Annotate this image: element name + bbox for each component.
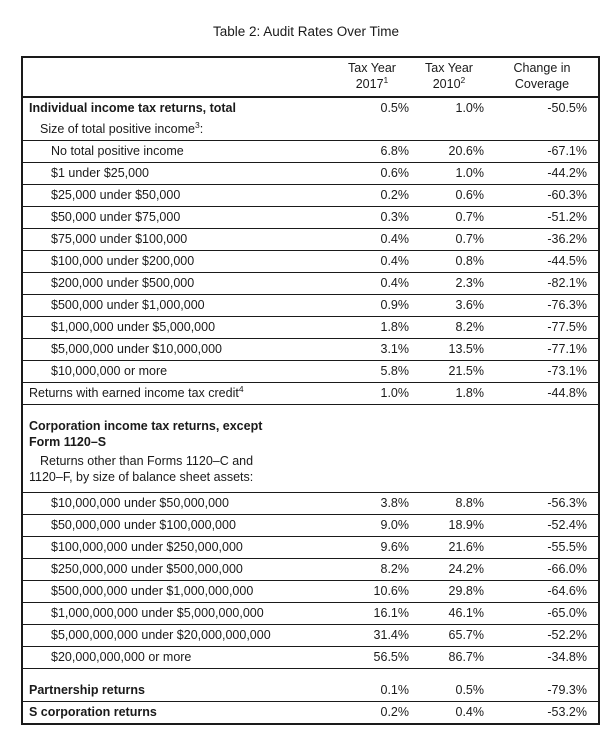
table-row <box>22 97 599 119</box>
table-row <box>22 647 599 669</box>
value-2017: 0.2% <box>334 185 412 207</box>
footnote-marker-4: 4 <box>238 383 244 394</box>
row-label <box>22 251 334 273</box>
value-change: -44.8% <box>488 383 599 405</box>
section-header-line: Corporation income tax returns, except <box>29 419 263 433</box>
value-2010: 0.8% <box>412 251 488 273</box>
value-2017: 16.1% <box>334 603 412 625</box>
value-2017: 0.2% <box>380 705 409 719</box>
row-label-text: $10,000,000 or more <box>51 364 168 378</box>
table-row <box>22 339 599 361</box>
value-change: -55.5% <box>488 537 599 559</box>
section-subheader-line: 1120–F, by size of balance sheet assets: <box>29 470 254 484</box>
row-label-text: Partnership returns <box>29 683 146 697</box>
value-change: -53.2% <box>547 705 587 719</box>
value-change: -51.2% <box>488 207 599 229</box>
row-label-text: Individual income tax returns, total <box>29 101 236 115</box>
row-label <box>22 702 334 725</box>
footnote-marker-1: 1 <box>383 74 389 85</box>
value-2017: 0.4% <box>334 251 412 273</box>
table-row <box>22 251 599 273</box>
audit-rates-table <box>21 56 600 725</box>
value-2010: 29.8% <box>412 581 488 603</box>
value-change: -34.8% <box>488 647 599 669</box>
footnote-marker-2: 2 <box>460 74 466 85</box>
spacer-row <box>22 669 599 681</box>
value-2010: 0.5% <box>412 680 488 702</box>
value-change: -77.5% <box>488 317 599 339</box>
column-header-tax-year-2010 <box>412 57 488 97</box>
value-2017: 56.5% <box>334 647 412 669</box>
row-label <box>22 207 334 229</box>
value-2017: 9.6% <box>334 537 412 559</box>
column-header-line1: Tax Year <box>348 61 396 75</box>
column-header-tax-year-2017 <box>334 57 412 97</box>
row-label <box>22 680 334 702</box>
row-label <box>22 581 334 603</box>
row-label-text: $50,000,000 under $100,000,000 <box>51 518 236 532</box>
column-header-line2: 2010 <box>432 77 461 91</box>
value-change: -65.0% <box>488 603 599 625</box>
table-row <box>22 702 599 725</box>
table-row <box>22 229 599 251</box>
table-row <box>22 141 599 163</box>
row-label-text: $250,000,000 under $500,000,000 <box>51 562 243 576</box>
row-label <box>22 383 334 405</box>
value-2010: 21.5% <box>412 361 488 383</box>
value-2010: 1.0% <box>412 163 488 185</box>
footnote-marker-3: 3 <box>194 119 200 130</box>
row-label-text: No total positive income <box>51 144 184 158</box>
value-2017: 31.4% <box>334 625 412 647</box>
row-label <box>22 339 334 361</box>
column-header-line1: Tax Year <box>425 61 473 75</box>
table-row <box>22 680 599 702</box>
column-header-line2: 2017 <box>355 77 384 91</box>
spacer-cell <box>22 669 599 681</box>
column-header-change-in-coverage <box>488 57 599 97</box>
header-empty-cell <box>22 57 334 97</box>
table-title: Table 2: Audit Rates Over Time <box>212 24 400 39</box>
value-change: -36.2% <box>488 229 599 251</box>
value-2010 <box>412 119 488 141</box>
value-2017: 6.8% <box>334 141 412 163</box>
table-row <box>22 625 599 647</box>
value-change: -67.1% <box>488 141 599 163</box>
table-row <box>22 295 599 317</box>
value-2017 <box>334 119 412 141</box>
value-2010: 3.6% <box>412 295 488 317</box>
value-change: -76.3% <box>488 295 599 317</box>
row-label <box>22 119 334 141</box>
value-change: -50.5% <box>547 101 587 115</box>
row-label <box>22 559 334 581</box>
section-header-cell <box>22 405 599 493</box>
row-label-text: $10,000,000 under $50,000,000 <box>51 496 229 510</box>
table-row <box>22 581 599 603</box>
row-label <box>22 361 334 383</box>
row-label <box>22 295 334 317</box>
row-label-text: $25,000 under $50,000 <box>51 188 181 202</box>
value-change: -52.4% <box>488 515 599 537</box>
value-2010: 1.8% <box>412 383 488 405</box>
value-2010: 65.7% <box>412 625 488 647</box>
value-2017: 1.0% <box>334 383 412 405</box>
value-2017: 1.8% <box>334 317 412 339</box>
row-label <box>22 185 334 207</box>
row-label-text: $1,000,000 under $5,000,000 <box>51 320 216 334</box>
row-label <box>22 97 334 119</box>
table-row <box>22 317 599 339</box>
value-2017: 5.8% <box>334 361 412 383</box>
table-body <box>22 97 599 724</box>
section-subheader-line: Returns other than Forms 1120–C and <box>40 454 254 468</box>
row-label-text: $5,000,000 under $10,000,000 <box>51 342 222 356</box>
row-label <box>22 141 334 163</box>
value-2010: 24.2% <box>412 559 488 581</box>
value-2017: 0.4% <box>334 229 412 251</box>
value-2010: 1.0% <box>455 101 484 115</box>
value-2017: 0.6% <box>334 163 412 185</box>
table-row <box>22 185 599 207</box>
table-row <box>22 273 599 295</box>
section-header-line: Form 1120–S <box>29 435 107 449</box>
row-label-text: $100,000 under $200,000 <box>51 254 195 268</box>
value-2010: 18.9% <box>412 515 488 537</box>
label-row <box>22 119 599 141</box>
value-2010: 20.6% <box>412 141 488 163</box>
value-change: -44.2% <box>488 163 599 185</box>
table-row <box>22 163 599 185</box>
value-change: -56.3% <box>488 493 599 515</box>
table-row <box>22 559 599 581</box>
row-label-text: $500,000 under $1,000,000 <box>51 298 205 312</box>
table-row <box>22 383 599 405</box>
value-change: -64.6% <box>488 581 599 603</box>
row-label <box>22 493 334 515</box>
value-2010: 2.3% <box>412 273 488 295</box>
value-change: -52.2% <box>488 625 599 647</box>
row-label-text: $200,000 under $500,000 <box>51 276 195 290</box>
value-2017: 3.8% <box>334 493 412 515</box>
column-header-line2: Coverage <box>514 77 570 91</box>
table-row <box>22 537 599 559</box>
value-2017: 0.1% <box>334 680 412 702</box>
table-row <box>22 493 599 515</box>
value-2010: 0.7% <box>412 207 488 229</box>
row-label <box>22 625 334 647</box>
value-change <box>488 119 599 141</box>
table-row <box>22 207 599 229</box>
table-row <box>22 603 599 625</box>
row-label <box>22 273 334 295</box>
row-label-text: $20,000,000,000 or more <box>51 650 192 664</box>
value-2017: 8.2% <box>334 559 412 581</box>
row-label-text: Size of total positive income <box>40 122 195 136</box>
value-2017: 3.1% <box>334 339 412 361</box>
row-label-text: $50,000 under $75,000 <box>51 210 181 224</box>
value-2010: 8.2% <box>412 317 488 339</box>
value-2017: 10.6% <box>334 581 412 603</box>
value-2017: 9.0% <box>334 515 412 537</box>
value-change: -44.5% <box>488 251 599 273</box>
value-2010: 46.1% <box>412 603 488 625</box>
row-label <box>22 515 334 537</box>
row-label <box>22 163 334 185</box>
row-label-text: $75,000 under $100,000 <box>51 232 188 246</box>
row-label-suffix: : <box>199 122 204 136</box>
column-header-line1: Change in <box>513 61 571 75</box>
row-label-text: $5,000,000,000 under $20,000,000,000 <box>51 628 271 642</box>
table-row <box>22 515 599 537</box>
value-2010: 13.5% <box>412 339 488 361</box>
value-2017: 0.4% <box>334 273 412 295</box>
section-row <box>22 405 599 493</box>
value-2010: 21.6% <box>412 537 488 559</box>
row-label <box>22 317 334 339</box>
row-label <box>22 537 334 559</box>
value-change: -60.3% <box>488 185 599 207</box>
row-label-text: S corporation returns <box>29 705 157 719</box>
value-2010: 0.6% <box>412 185 488 207</box>
value-change: -66.0% <box>488 559 599 581</box>
row-label <box>22 229 334 251</box>
row-label-text: $500,000,000 under $1,000,000,000 <box>51 584 254 598</box>
value-change: -82.1% <box>488 273 599 295</box>
row-label-text: $1 under $25,000 <box>51 166 150 180</box>
header-row <box>22 57 599 97</box>
value-2010: 0.7% <box>412 229 488 251</box>
row-label <box>22 603 334 625</box>
value-change: -79.3% <box>488 680 599 702</box>
table-row <box>22 361 599 383</box>
value-change: -73.1% <box>488 361 599 383</box>
value-2010: 86.7% <box>412 647 488 669</box>
row-label-text: $1,000,000,000 under $5,000,000,000 <box>51 606 264 620</box>
value-change: -77.1% <box>488 339 599 361</box>
row-label-text: Returns with earned income tax credit <box>29 386 239 400</box>
value-2010: 8.8% <box>412 493 488 515</box>
row-label <box>22 647 334 669</box>
row-label-text: $100,000,000 under $250,000,000 <box>51 540 243 554</box>
value-2017: 0.9% <box>334 295 412 317</box>
value-2010: 0.4% <box>455 705 484 719</box>
value-2017: 0.3% <box>334 207 412 229</box>
value-2017: 0.5% <box>380 101 409 115</box>
